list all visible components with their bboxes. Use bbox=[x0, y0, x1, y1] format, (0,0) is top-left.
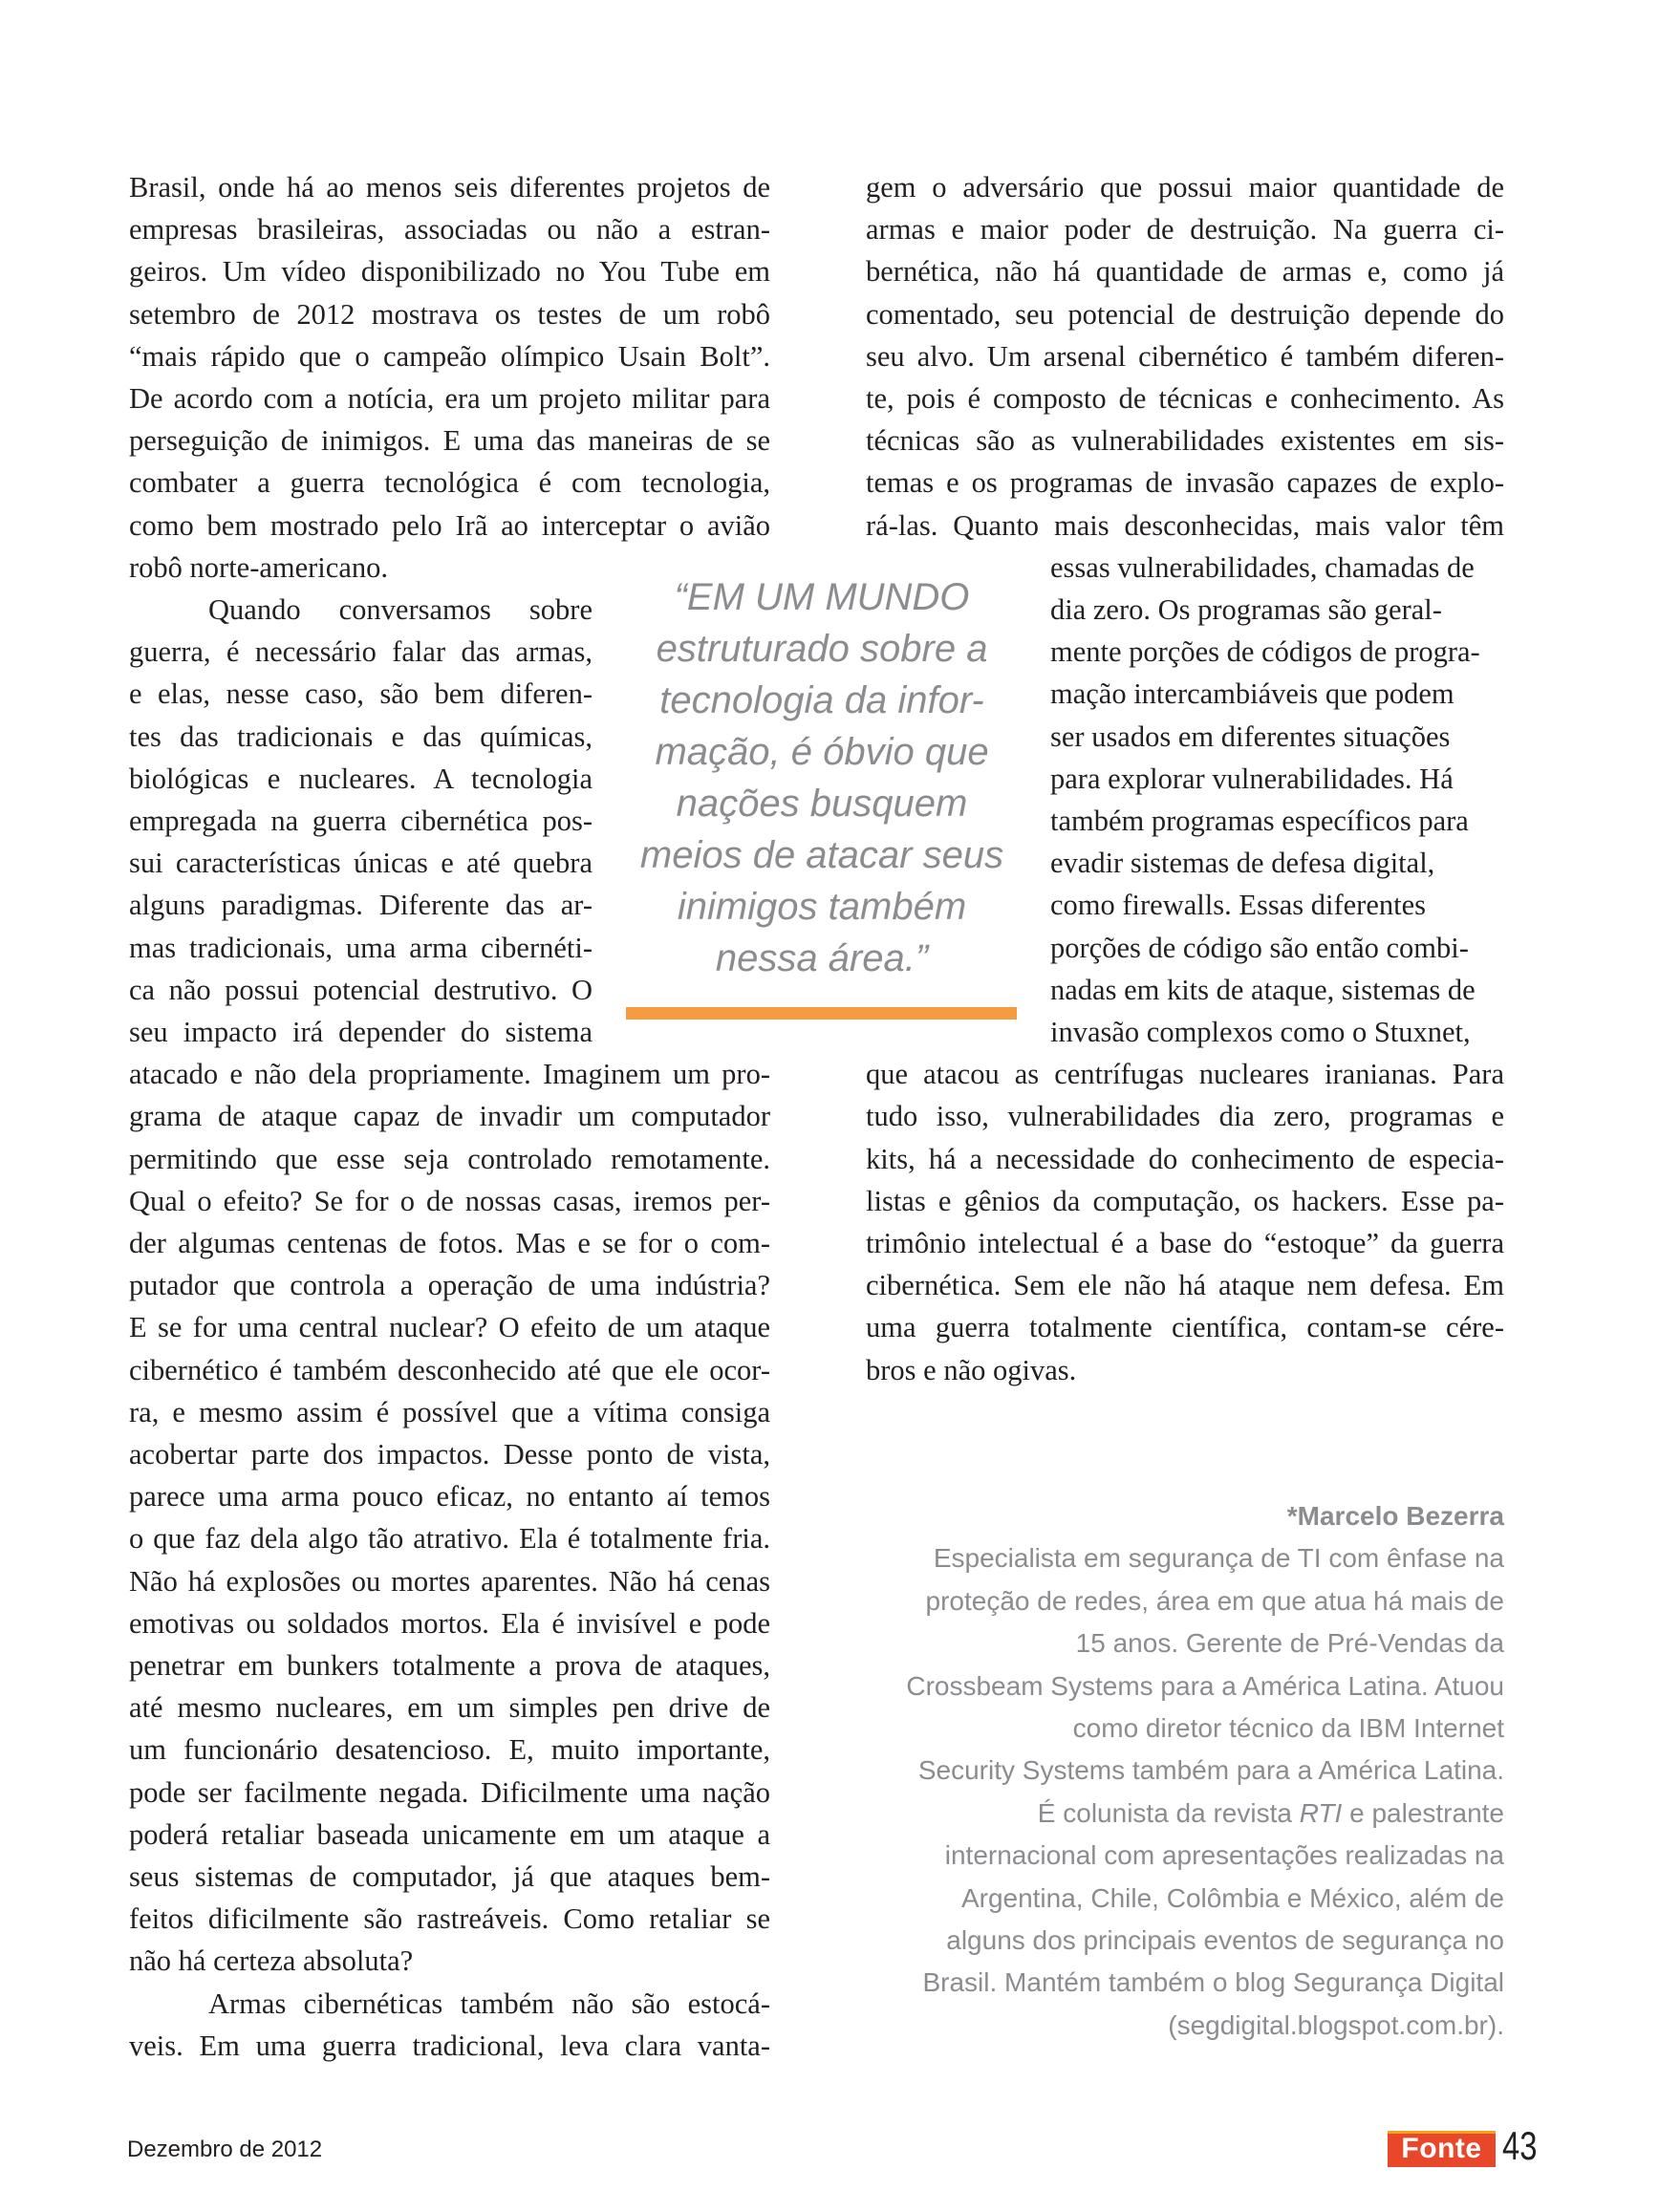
body-text-line: emotivas ou soldados mortos. Ela é invisível e pode bbox=[129, 1606, 770, 1640]
body-text-line: E se for uma central nuclear? O efeito de um ataque bbox=[129, 1311, 770, 1344]
logo-text: Fonte bbox=[1401, 2133, 1482, 2164]
body-text-line: técnicas são as vulnerabilidades existentes em sis- bbox=[866, 424, 1504, 458]
body-text-line: alguns paradigmas. Diferente das ar- bbox=[129, 889, 592, 922]
author-bio-line: Security Systems também para a América Latina. bbox=[917, 1755, 1504, 1786]
body-text-line: Quando conversamos sobre bbox=[208, 593, 592, 626]
body-text-line: grama de ataque capaz de invadir um computador bbox=[129, 1100, 770, 1133]
author-bio-line: Brasil. Mantém também o blog Segurança Digital bbox=[922, 1967, 1504, 1998]
body-text-line: armas e maior poder de destruição. Na guerra ci- bbox=[866, 213, 1504, 247]
author-bio-line: proteção de redes, área em que atua há mais de bbox=[925, 1585, 1504, 1616]
body-text-line: Brasil, onde há ao menos seis diferentes projetos de bbox=[129, 171, 770, 204]
body-text-line: parece uma arma pouco eficaz, no entanto aí temos bbox=[129, 1480, 770, 1514]
author-bio-text bbox=[841, 1537, 1504, 1792]
body-text-line: Não há explosões ou mortes aparentes. Não há cenas bbox=[129, 1564, 770, 1598]
body-text-line: setembro de 2012 mostrava os testes de um robô bbox=[129, 297, 770, 331]
body-text-line: empresas brasileiras, associadas ou não a estran- bbox=[129, 213, 770, 247]
author-bio-line: (segdigital.blogspot.com.br). bbox=[1168, 2009, 1504, 2040]
body-text-line: tudo isso, vulnerabilidades dia zero, programas e bbox=[866, 1100, 1504, 1133]
body-text-line: gem o adversário que possui maior quantidade de bbox=[866, 171, 1504, 204]
article-column-left bbox=[129, 166, 770, 2062]
body-text-line: porções de código são então combi- bbox=[1050, 931, 1469, 964]
body-text-line: seus sistemas de computador, já que ataques bem- bbox=[129, 1860, 770, 1893]
author-name: *Marcelo Bezerra bbox=[1286, 1501, 1504, 1531]
body-text-line: e elas, nesse caso, são bem diferen- bbox=[129, 677, 592, 711]
body-text-line: para explorar vulnerabilidades. Há bbox=[1050, 762, 1454, 795]
body-text-line: como bem mostrado pelo Irã ao interceptar o avião bbox=[129, 508, 770, 542]
pull-quote-line: mação, é óbvio que bbox=[655, 731, 989, 773]
body-text-line: poderá retaliar baseada unicamente em um ataque a bbox=[129, 1817, 770, 1851]
body-text-line: Armas cibernéticas também não são estocá- bbox=[208, 1987, 770, 2020]
pull-quote-line: inimigos também bbox=[677, 886, 967, 928]
body-text-line: um funcionário desatencioso. E, muito importante, bbox=[129, 1733, 770, 1767]
author-bio-line: alguns dos principais eventos de segurança no bbox=[946, 1925, 1504, 1956]
body-text-line: empregada na guerra cibernética pos- bbox=[129, 805, 592, 837]
body-text-line: temas e os programas de invasão capazes de explo- bbox=[866, 466, 1504, 500]
body-text-line: sui características únicas e até quebra bbox=[129, 847, 592, 880]
body-text-line: “mais rápido que o campeão olímpico Usain Bolt”. bbox=[129, 339, 770, 373]
pull-quote-accent-bar bbox=[626, 1007, 1017, 1020]
body-text-line: cibernético é também desconhecido até que ele ocor- bbox=[129, 1353, 770, 1386]
body-text-line: nadas em kits de ataque, sistemas de bbox=[1050, 973, 1476, 1006]
body-text-line: bros e não ogivas. bbox=[866, 1353, 1077, 1386]
pull-quote-line: nessa área.” bbox=[715, 937, 929, 979]
body-text-line: te, pois é composto de técnicas e conhecimento. As bbox=[866, 382, 1504, 415]
body-text-line: mação intercambiáveis que podem bbox=[1050, 677, 1454, 711]
body-text-line: ra, e mesmo assim é possível que a vítima consiga bbox=[129, 1395, 770, 1428]
body-text-line: geiros. Um vídeo disponibilizado no You Tube em bbox=[129, 255, 770, 289]
magazine-name: RTI bbox=[1299, 1797, 1343, 1828]
body-text-line: uma guerra totalmente científica, contam-se cére- bbox=[866, 1311, 1504, 1344]
author-bio-line: internacional com apresentações realizadas na bbox=[944, 1840, 1504, 1871]
author-bio-line-rti: É colunista da revista RTI e palestrante bbox=[1037, 1797, 1504, 1828]
page-number: 43 bbox=[1502, 2123, 1538, 2168]
pull-quote-line: estruturado sobre a bbox=[656, 628, 988, 670]
issue-date: Dezembro de 2012 bbox=[127, 2137, 323, 2162]
author-bio bbox=[841, 1495, 1504, 2047]
author-bio-line: como diretor técnico da IBM Internet bbox=[1072, 1713, 1504, 1744]
body-text-line: essas vulnerabilidades, chamadas de bbox=[1050, 550, 1475, 584]
body-text-line: De acordo com a notícia, era um projeto militar para bbox=[129, 382, 770, 415]
body-text-line: robô norte-americano. bbox=[129, 550, 388, 584]
body-text-line: cibernética. Sem ele não há ataque nem defesa. Em bbox=[866, 1269, 1504, 1302]
body-text-line: como firewalls. Essas diferentes bbox=[1050, 889, 1426, 922]
author-bio-text-continued bbox=[841, 1835, 1504, 2047]
body-text-line: feitos dificilmente são rastreáveis. Como retaliar se bbox=[129, 1902, 770, 1936]
body-text-line: combater a guerra tecnológica é com tecnologia, bbox=[129, 466, 770, 500]
magazine-logo bbox=[1388, 2131, 1496, 2167]
body-text-line: o que faz dela algo tão atrativo. Ela é totalmente fria. bbox=[129, 1522, 770, 1556]
body-text-line: acobertar parte dos impactos. Desse ponto de vista, bbox=[129, 1438, 770, 1471]
body-text-line: putador que controla a operação de uma indústria? bbox=[129, 1269, 770, 1302]
body-text-line: até mesmo nucleares, em um simples pen drive de bbox=[129, 1691, 770, 1725]
body-text-line: biológicas e nucleares. A tecnologia bbox=[129, 762, 592, 795]
body-text-line: não há certeza absoluta? bbox=[129, 1944, 414, 1978]
body-text-line: comentado, seu potencial de destruição depende do bbox=[866, 297, 1504, 331]
body-text-line: trimônio intelectual é a base do “estoque” da guerra bbox=[866, 1227, 1504, 1259]
body-text-line: guerra, é necessário falar das armas, bbox=[129, 635, 592, 669]
body-text-line: mente porções de códigos de progra- bbox=[1050, 635, 1480, 669]
body-text-line: mas tradicionais, uma arma cibernéti- bbox=[129, 931, 592, 964]
body-text-line: rá-las. Quanto mais desconhecidas, mais valor têm bbox=[866, 508, 1504, 542]
body-text-line: der algumas centenas de fotos. Mas e se for o com- bbox=[129, 1227, 770, 1259]
body-text-line: ca não possui potencial destrutivo. O bbox=[129, 973, 592, 1006]
body-text-line: evadir sistemas de defesa digital, bbox=[1050, 847, 1435, 880]
body-text-line: dia zero. Os programas são geral- bbox=[1050, 593, 1442, 626]
pull-quote-line: tecnologia da infor- bbox=[659, 679, 984, 721]
body-text-line: pode ser facilmente negada. Dificilmente uma nação bbox=[129, 1775, 770, 1809]
body-text-line: Qual o efeito? Se for o de nossas casas, iremos per- bbox=[129, 1184, 770, 1217]
body-text-line: tes das tradicionais e das químicas, bbox=[129, 719, 592, 753]
body-text-line: também programas específicos para bbox=[1050, 805, 1469, 837]
body-text-line: atacado e não dela propriamente. Imaginem um pro- bbox=[129, 1058, 770, 1091]
body-text-line: que atacou as centrífugas nucleares iranianas. Para bbox=[866, 1058, 1504, 1091]
body-text-line: permitindo que esse seja controlado remotamente. bbox=[129, 1142, 770, 1175]
pull-quote-line: nações busquem bbox=[676, 783, 968, 825]
body-text-line: seu alvo. Um arsenal cibernético é também diferen- bbox=[866, 339, 1504, 373]
body-text-line: seu impacto irá depender do sistema bbox=[129, 1016, 592, 1048]
pull-quote bbox=[621, 571, 1023, 984]
body-text-line: listas e gênios da computação, os hackers. Esse pa- bbox=[866, 1184, 1504, 1217]
author-bio-line: Crossbeam Systems para a América Latina. Atuou bbox=[906, 1670, 1504, 1701]
body-text-line: veis. Em uma guerra tradicional, leva clara vanta- bbox=[129, 2029, 770, 2062]
author-bio-line: 15 anos. Gerente de Pré-Vendas da bbox=[1075, 1628, 1504, 1659]
body-text-line: kits, há a necessidade do conhecimento de especia- bbox=[866, 1142, 1504, 1175]
body-text-line: penetrar em bunkers totalmente a prova de ataques, bbox=[129, 1649, 770, 1682]
pull-quote-line: meios de atacar seus bbox=[639, 834, 1004, 876]
author-bio-line: Especialista em segurança de TI com ênfase na bbox=[933, 1543, 1504, 1574]
author-bio-line: Argentina, Chile, Colômbia e México, além de bbox=[960, 1882, 1504, 1913]
body-text-line: bernética, não há quantidade de armas e, como já bbox=[866, 255, 1504, 289]
pull-quote-line: “EM UM MUNDO bbox=[674, 576, 970, 618]
body-text-line: perseguição de inimigos. E uma das maneiras de se bbox=[129, 424, 770, 458]
body-text-line: ser usados em diferentes situações bbox=[1050, 719, 1451, 753]
body-text-line: invasão complexos como o Stuxnet, bbox=[1050, 1016, 1471, 1048]
